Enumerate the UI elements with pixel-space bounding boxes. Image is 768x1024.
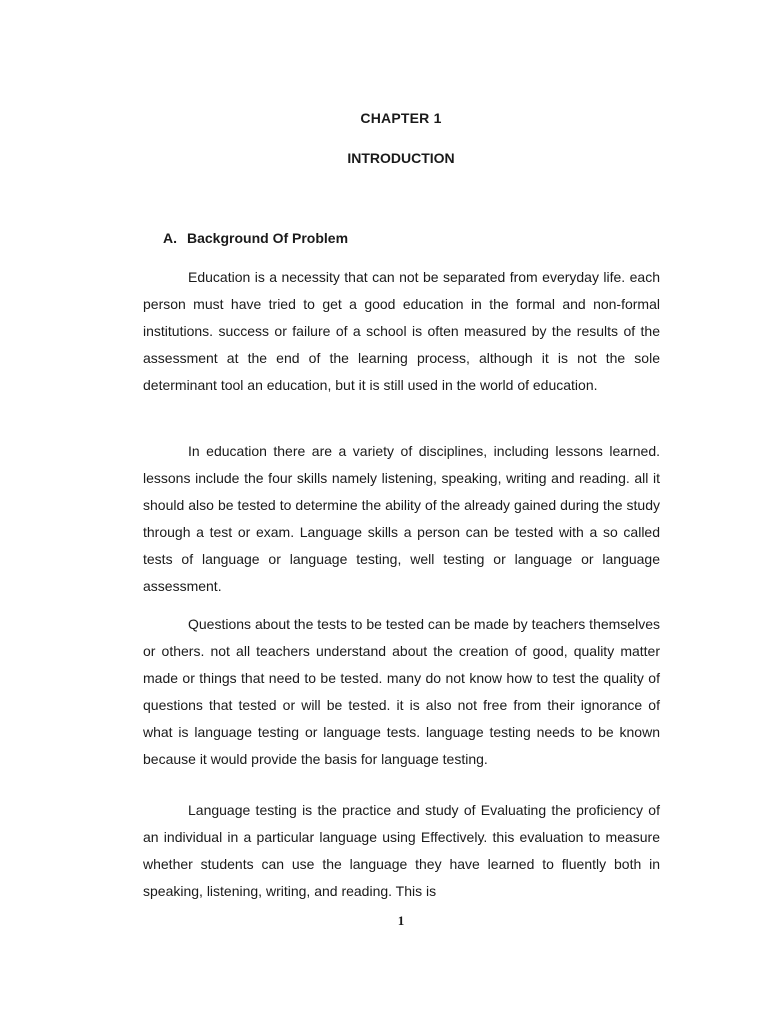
paragraph-2: In education there are a variety of disciplines, including lessons learned. lessons include the four skills namely listening, speaking, writing and reading. all it should also be tested to determine the ability of the already gained during the study through a test or exam. Language skills a person can be tested with a so called tests of language or language testing, well testing or language or language assessment. — [143, 443, 660, 594]
section-heading — [163, 230, 348, 246]
chapter-heading: CHAPTER 1 — [360, 110, 442, 126]
paragraph-4: Language testing is the practice and study of Evaluating the proficiency of an individual in a particular language using Effectively. this evaluation to measure whether students can use the language they have learned to fluently both in speaking, listening, writing, and reading. This is — [143, 802, 660, 899]
section-marker: A. — [163, 230, 177, 246]
paragraph-3: Questions about the tests to be tested can be made by teachers themselves or others. not all teachers understand about the creation of good, quality matter made or things that need to be tested. many do not know how to test the quality of questions that tested or will be tested. it is also not free from their ignorance of what is language testing or language tests. language testing needs to be known because it would provide the basis for language testing. — [143, 616, 660, 767]
page-number: 1 — [397, 913, 405, 928]
paragraph-1: Education is a necessity that can not be separated from everyday life. each person must have tried to get a good education in the formal and non-formal institutions. success or failure of a school is often measured by the results of the assessment at the end of the learning process, although it is not the sole determinant tool an education, but it is still used in the world of education. — [143, 269, 660, 393]
chapter-title: INTRODUCTION — [347, 150, 455, 166]
section-heading-text: Background Of Problem — [187, 230, 349, 246]
